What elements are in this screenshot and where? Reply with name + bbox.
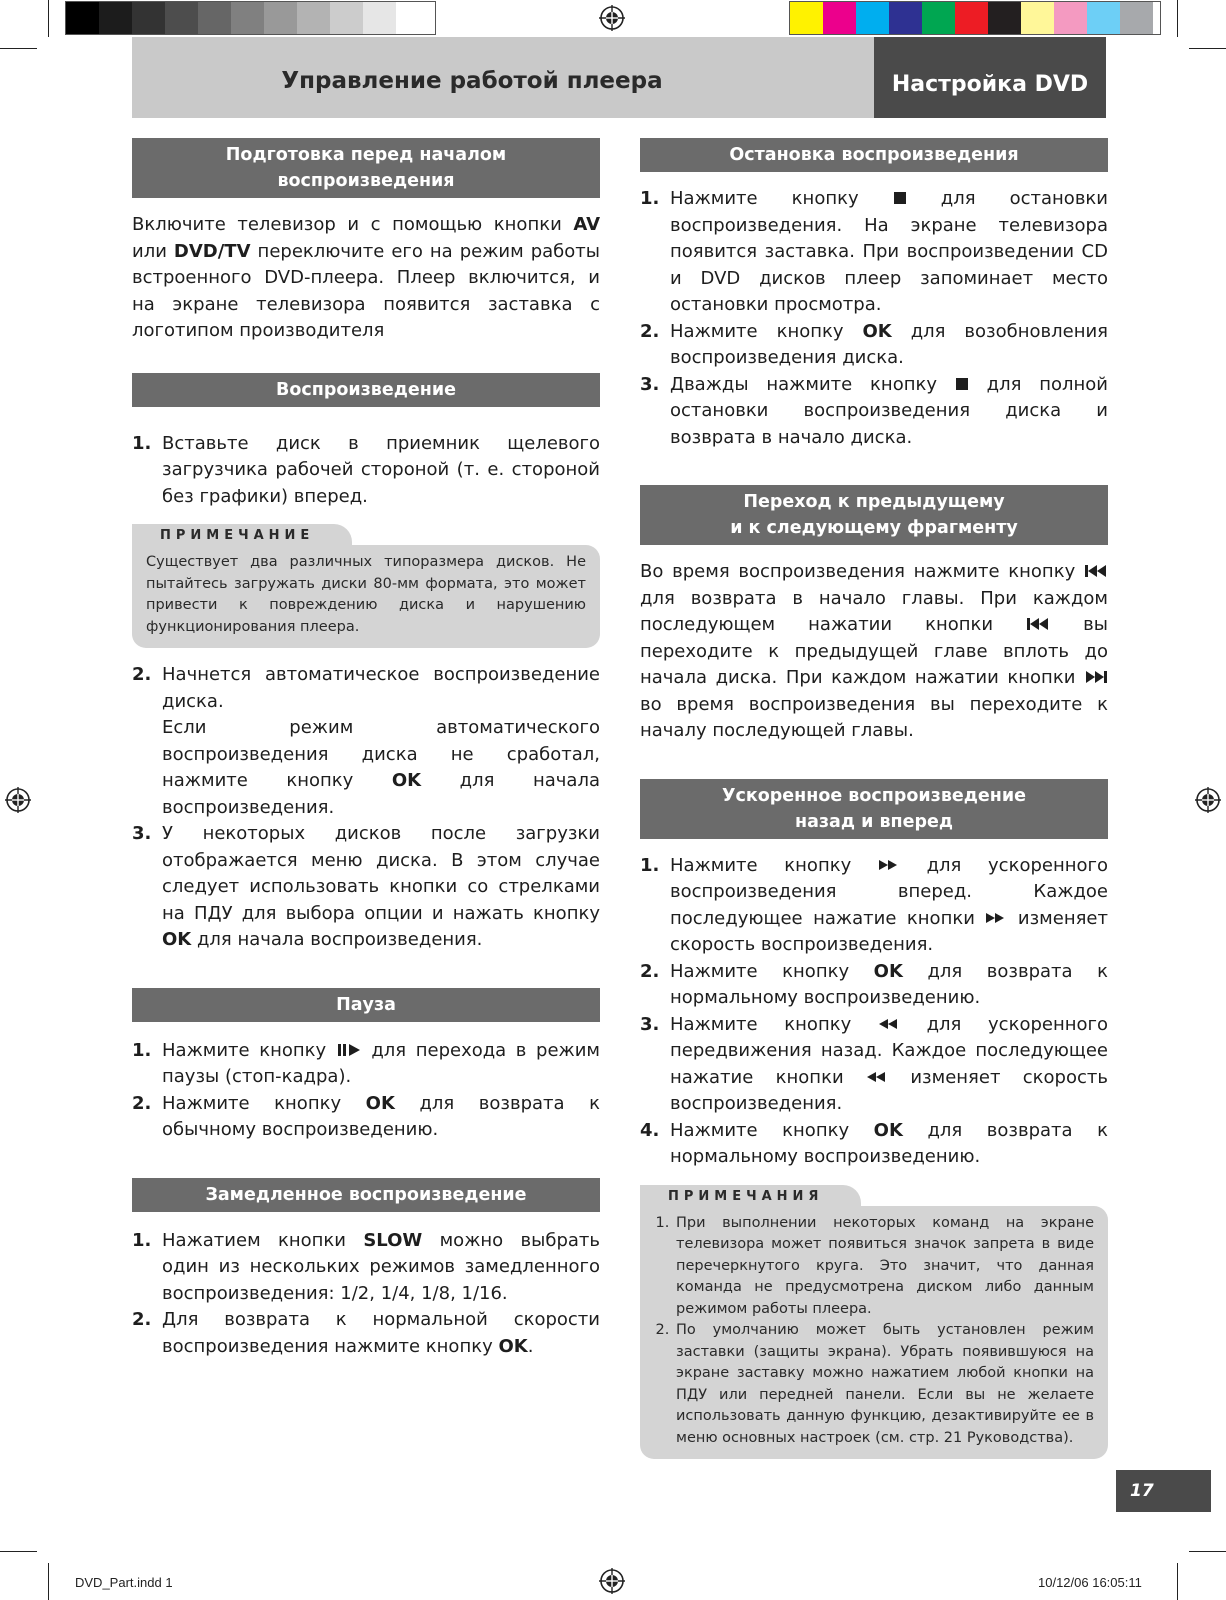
color-swatch — [856, 2, 889, 34]
ok-key: OK — [162, 929, 192, 950]
section-tab-label: Настройка DVD — [891, 72, 1089, 97]
right-column — [640, 138, 1108, 1459]
list-item: 1. Нажмите кнопку для остановки воспроизведения. На экране телевизора появится заставка. При воспроизведении CD и DVD дисков плеер запоминает место остановки просмотра. — [640, 188, 1108, 315]
section-heading-preparation: Подготовка перед началом воспроизведения — [132, 138, 600, 198]
dvd-tv-key: DVD/TV — [173, 240, 251, 262]
fast-forward-icon — [985, 912, 1007, 924]
color-swatch — [1054, 2, 1087, 34]
gray-swatch — [264, 2, 297, 34]
timestamp-slug: 10/12/06 16:05:11 — [1038, 1575, 1142, 1590]
ok-key: OK — [873, 960, 903, 982]
crop-mark — [1177, 0, 1178, 37]
color-swatch — [790, 2, 823, 34]
color-swatch — [823, 2, 856, 34]
color-swatch — [889, 2, 922, 34]
stop-steps — [640, 186, 1108, 451]
section-heading-playback: Воспроизведение — [132, 373, 600, 407]
registration-mark-icon — [1195, 787, 1221, 813]
list-item: 3. Дважды нажмите кнопку для полной остановки воспроизведения диска и возврата в начало диска. — [640, 373, 1108, 448]
next-chapter-icon — [1084, 670, 1108, 684]
preparation-paragraph: Включите телевизор и с помощью кнопки AV или DVD/TV переключите его на режим работы встроенного DVD-плеера. Плеер включится, и на экране телевизора появится заставка с логотипом производителя — [132, 214, 600, 341]
gray-swatch — [66, 2, 99, 34]
crop-mark — [0, 48, 37, 49]
grayscale-color-bar — [65, 1, 436, 35]
ok-key: OK — [498, 1335, 528, 1357]
page-title: Управление работой плеера — [281, 68, 663, 94]
crop-mark — [1189, 1551, 1226, 1552]
note-box — [132, 524, 600, 648]
gray-swatch — [165, 2, 198, 34]
list-item: 2. Нажмите кнопку OK для возврата к обычному воспроизведению. — [132, 1092, 600, 1140]
registration-mark-icon — [599, 1568, 625, 1594]
fast-forward-icon — [878, 859, 900, 871]
pause-steps — [132, 1038, 600, 1144]
process-color-bar — [789, 1, 1161, 35]
color-swatch — [1021, 2, 1054, 34]
ok-key: OK — [862, 320, 892, 342]
pause-play-icon — [336, 1043, 362, 1057]
left-column — [132, 138, 600, 1360]
list-item: 1. Вставьте диск в приемник щелевого загрузчика рабочей стороной (т. е. стороной без графики) вперед. — [132, 432, 600, 507]
section-heading-chapter-skip: Переход к предыдущему и к следующему фрагменту — [640, 485, 1108, 545]
section-heading-slow-motion: Замедленное воспроизведение — [132, 1178, 600, 1212]
crop-mark — [1177, 1563, 1178, 1600]
ok-key: OK — [873, 1119, 903, 1141]
stop-icon — [955, 377, 969, 391]
section-heading-stop: Остановка воспроизведения — [640, 138, 1108, 172]
registration-mark-icon — [599, 5, 625, 31]
list-item: 4. Нажмите кнопку OK для возврата к нормальному воспроизведению. — [640, 1119, 1108, 1167]
list-item: 2. Для возврата к нормальной скорости воспроизведения нажмите кнопку OK. — [132, 1309, 600, 1357]
notes-box — [640, 1185, 1108, 1460]
previous-chapter-icon — [1026, 617, 1050, 631]
list-item: 2. Нажмите кнопку OK для возврата к нормальному воспроизведению. — [640, 960, 1108, 1008]
gray-swatch — [99, 2, 132, 34]
gray-swatch — [297, 2, 330, 34]
file-slug: DVD_Part.indd 1 — [75, 1575, 173, 1590]
previous-chapter-icon — [1084, 564, 1108, 578]
stop-icon — [893, 191, 907, 205]
color-swatch — [922, 2, 955, 34]
section-heading-fast-play: Ускоренное воспроизведение назад и вперед — [640, 779, 1108, 839]
list-item: 1. Нажмите кнопку для перехода в режим паузы (стоп-кадра). — [132, 1039, 601, 1087]
note-item: 2. По умолчанию может быть установлен режим заставки (защиты экрана). Убрать появившуюся на экране заставку можно нажатием любой кнопки на ПДУ или передней панели. Если вы не желаете использовать данную функцию, дезактивируйте ее в меню основных настроек (см. стр. 21 Руководства). — [674, 1320, 1094, 1449]
fast-play-steps — [640, 853, 1108, 1171]
list-item: 3. Нажмите кнопку для ускоренного передвижения назад. Каждое последующее нажатие кнопки изменяет скорость воспроизведения. — [640, 1013, 1108, 1114]
slow-motion-steps — [132, 1228, 600, 1361]
note-label: ПРИМЕЧАНИЕ — [132, 524, 352, 545]
crop-mark — [48, 0, 49, 37]
note-item: 1. При выполнении некоторых команд на экране телевизора может появиться значок запрета в виде перечеркнутого круга. Это значит, что данная команда не предусмотрена диском либо данным режимом работы плеера. — [674, 1213, 1094, 1321]
ok-key: OK — [365, 1092, 395, 1114]
ok-key: OK — [391, 770, 422, 791]
color-swatch — [1087, 2, 1120, 34]
gray-swatch — [198, 2, 231, 34]
crop-mark — [1189, 48, 1226, 49]
color-swatch — [1120, 2, 1153, 34]
playback-steps-continued — [132, 662, 600, 954]
crop-mark — [48, 1563, 49, 1600]
gray-swatch — [363, 2, 396, 34]
list-item: 1. Нажмите кнопку для ускоренного воспроизведения вперед. Каждое последующее нажатие кнопки изменяет скорость воспроизведения. — [640, 854, 1108, 955]
gray-swatch — [330, 2, 363, 34]
rewind-icon — [878, 1018, 900, 1030]
rewind-icon — [866, 1071, 888, 1083]
gray-swatch — [396, 2, 429, 34]
notes-label: ПРИМЕЧАНИЯ — [640, 1185, 861, 1206]
chapter-skip-paragraph: Во время воспроизведения нажмите кнопку для возврата в начало главы. При каждом последующем нажатии кнопки вы переходите к предыдущей главе вплоть до начала диска. При каждом нажатии кнопки во время воспроизведения вы переходите к началу последующей главы. — [640, 561, 1108, 741]
av-key: AV — [573, 214, 600, 235]
note-text: Существует два различных типоразмера дисков. Не пытайтесь загружать диски 80-мм формата, это может привести к повреждению диска и нарушению функционирования плеера. — [132, 545, 600, 648]
notes-text — [640, 1206, 1108, 1460]
gray-swatch — [231, 2, 264, 34]
section-heading-pause: Пауза — [132, 988, 600, 1022]
gray-swatch — [132, 2, 165, 34]
list-item: 1. Нажатием кнопки SLOW можно выбрать один из нескольких режимов замедленного воспроизведения: 1/2, 1/4, 1/8, 1/16. — [132, 1229, 600, 1304]
registration-mark-icon — [5, 787, 31, 813]
list-item: 2. Нажмите кнопку OK для возобновления воспроизведения диска. — [640, 320, 1108, 368]
slow-key: SLOW — [363, 1229, 423, 1251]
color-swatch — [988, 2, 1021, 34]
page-number: 17 — [1116, 1470, 1211, 1512]
color-swatch — [955, 2, 988, 34]
playback-steps — [132, 431, 600, 511]
crop-mark — [0, 1551, 37, 1552]
list-item: 2. Начнется автоматическое воспроизведение диска. Если режим автоматического воспроизведения диска не сработал, нажмите кнопку OK для начала воспроизведения. — [132, 664, 600, 818]
list-item: 3. У некоторых дисков после загрузки отображается меню диска. В этом случае следует использовать кнопки со стрелками на ПДУ для выбора опции и нажать кнопку OK для начала воспроизведения. — [132, 823, 600, 950]
